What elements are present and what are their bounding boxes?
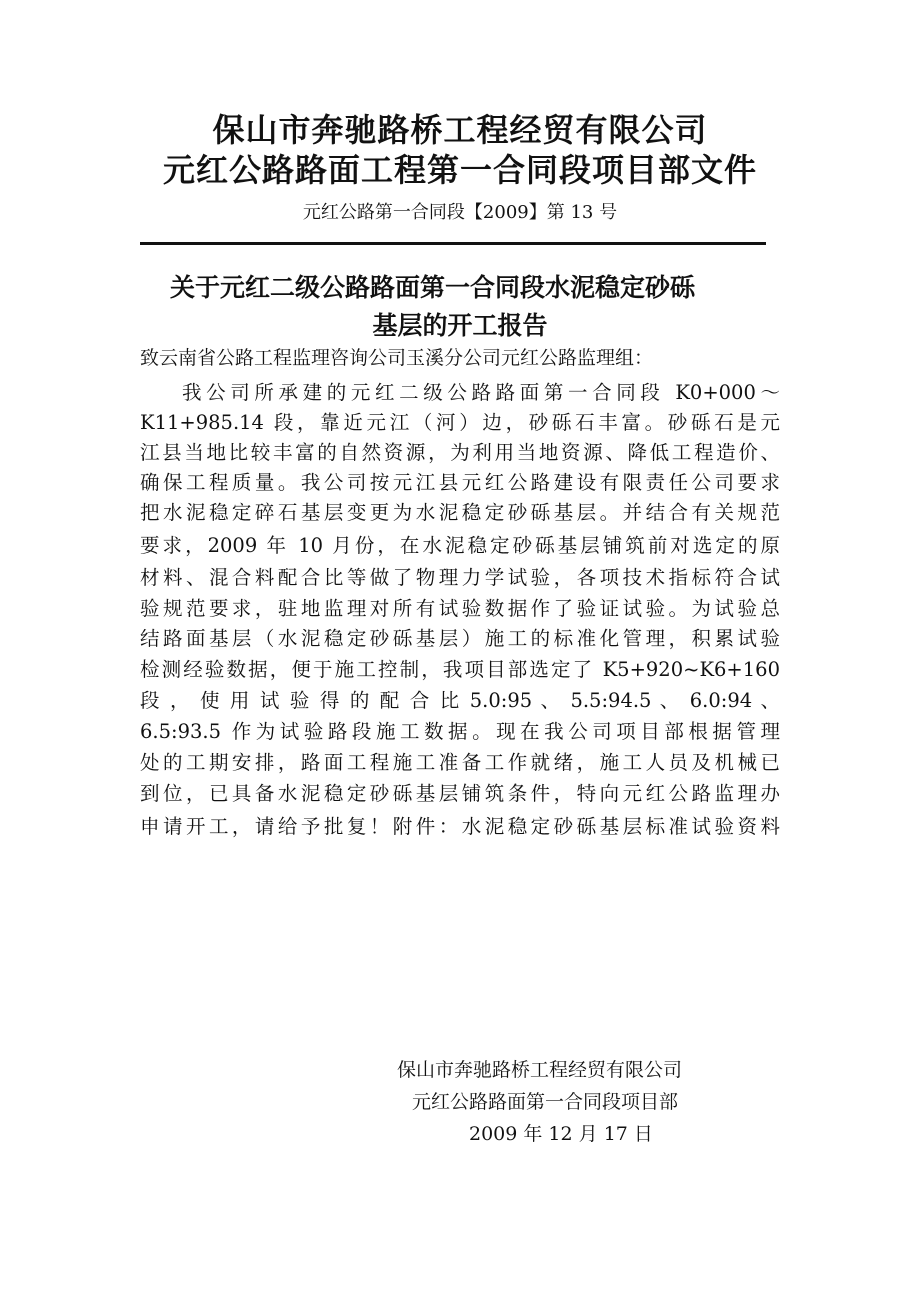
signature-company: 保山市奔驰路桥工程经贸有限公司 [397,1059,683,1081]
document-number: 元红公路第一合同段【2009】第 13 号 [302,202,618,223]
signature-department: 元红公路路面第一合同段项目部 [412,1091,679,1113]
subject-title-line-1: 关于元红二级公路路面第一合同段水泥稳定砂砾 [170,273,696,302]
body-line: 要求，2009 年 10 月份，在水泥稳定砂砾基层铺筑前对选定的原 [140,534,780,557]
body-line: 把水泥稳定碎石基层变更为水泥稳定砂砾基层。并结合有关规范 [140,501,780,524]
body-line: 确保工程质量。我公司按元江县元红公路建设有限责任公司要求 [140,471,780,494]
body-line: 到位，已具备水泥稳定砂砾基层铺筑条件，特向元红公路监理办 [140,782,780,805]
body-line: 段 ， 使 用 试 验 得 的 配 合 比 5.0:95 、 5.5:94.5 、 6.0:94 、 [140,689,780,712]
body-line: 6.5:93.5 作为试验路段施工数据。现在我公司项目部根据管理 [140,720,780,743]
subject-title-line-2: 基层的开工报告 [372,311,548,340]
body-line: 材料、混合料配合比等做了物理力学试验，各项技术指标符合试 [140,566,780,589]
body-line: 江县当地比较丰富的自然资源，为利用当地资源、降低工程造价、 [140,441,780,464]
body-line: 结路面基层（水泥稳定砂砾基层）施工的标准化管理，积累试验 [140,627,780,650]
addressee: 致云南省公路工程监理咨询公司玉溪分公司元红公路监理组： [140,347,654,369]
body-line: 验规范要求，驻地监理对所有试验数据作了验证试验。为试验总 [140,597,780,620]
body-line: K11+985.14 段，靠近元江（河）边，砂砾石丰富。砂砾石是元 [140,411,780,434]
body-line: 检测经验数据，便于施工控制，我项目部选定了 K5+920~K6+160 [140,658,780,681]
company-title: 保山市奔驰路桥工程经贸有限公司 [212,111,708,149]
body-line: 申请开工，请给予批复！附件：水泥稳定砂砾基层标准试验资料 [140,815,780,838]
body-line: 我公司所承建的元红二级公路路面第一合同段 K0+000～ [182,381,780,404]
document-type-title: 元红公路路面工程第一合同段项目部文件 [162,151,757,189]
body-line: 处的工期安排，路面工程施工准备工作就绪，施工人员及机械已 [140,751,780,774]
header-divider [140,242,766,245]
signature-date: 2009 年 12 月 17 日 [469,1123,653,1145]
